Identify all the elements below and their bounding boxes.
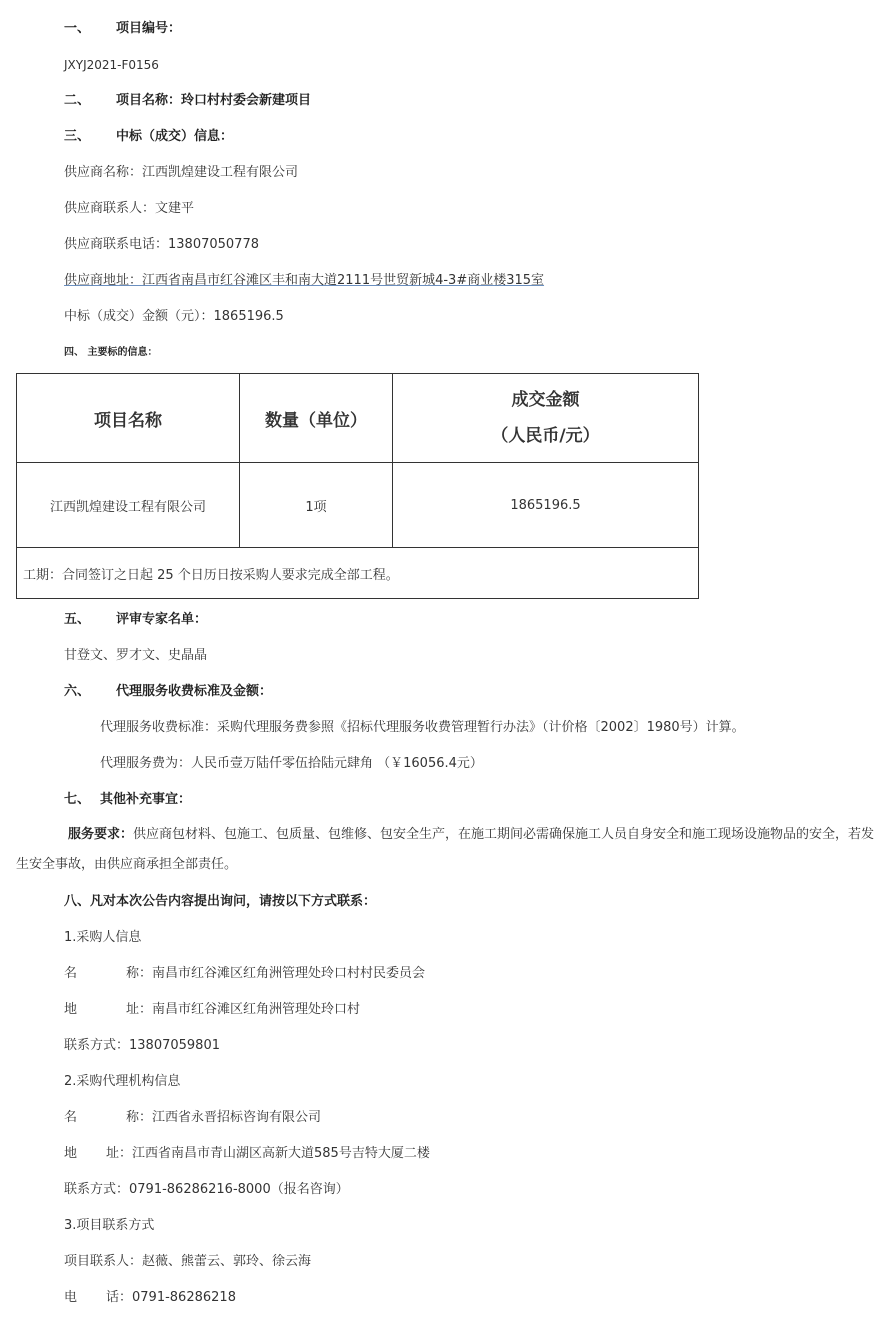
agency-name: 名 称：江西省永晋招标咨询有限公司 <box>64 1110 322 1125</box>
project-contact-phone: 电 话：0791-86286218 <box>64 1290 236 1305</box>
cell-amount: 1865196.5 <box>393 463 699 548</box>
purchaser-contact: 联系方式：13807059801 <box>64 1038 220 1053</box>
table-duration-row <box>17 548 699 599</box>
table-row <box>17 463 699 548</box>
section-8-heading: 八、凡对本次公告内容提出询问，请按以下方式联系： <box>64 894 377 909</box>
section-2-heading: 二、 项目名称：玲口村村委会新建项目 <box>64 93 312 108</box>
section-6-heading: 六、 代理服务收费标准及金额： <box>64 684 273 699</box>
cell-project-name: 江西凯煌建设工程有限公司 <box>17 463 240 548</box>
supplier-amount: 中标（成交）金额（元）：1865196.5 <box>64 309 284 324</box>
supplier-address: 供应商地址：江西省南昌市红谷滩区丰和南大道2111号世贸新城4-3#商业楼315室 <box>64 273 545 288</box>
agency-contact: 联系方式：0791-86286216-8000（报名咨询） <box>64 1182 349 1197</box>
cell-duration: 工期：合同签订之日起 25 个日历日按采购人要求完成全部工程。 <box>17 548 699 599</box>
purchaser-heading: 1.采购人信息 <box>64 930 142 945</box>
agency-heading: 2.采购代理机构信息 <box>64 1074 181 1089</box>
header-quantity: 数量（单位） <box>240 374 393 463</box>
purchaser-name: 名 称：南昌市红谷滩区红角洲管理处玲口村村民委员会 <box>64 966 426 981</box>
cell-quantity: 1项 <box>240 463 393 548</box>
fee-amount: 代理服务费为：人民币壹万陆仟零伍拾陆元肆角 （￥16056.4元） <box>100 756 483 771</box>
section-5-heading: 五、 评审专家名单： <box>64 612 208 627</box>
section-1-heading: 一、 项目编号： <box>64 21 182 36</box>
supplier-name: 供应商名称：江西凯煌建设工程有限公司 <box>64 165 299 180</box>
agency-address: 地 址：江西省南昌市青山湖区高新大道585号吉特大厦二楼 <box>64 1146 430 1161</box>
section-7-heading: 七、 其他补充事宜： <box>64 792 192 807</box>
fee-standard: 代理服务收费标准：采购代理服务费参照《招标代理服务收费管理暂行办法》（计价格〔2002〕1980号）计算。 <box>100 720 745 735</box>
purchaser-address: 地 址：南昌市红谷滩区红角洲管理处玲口村 <box>64 1002 361 1017</box>
project-code: JXYJ2021-F0156 <box>64 58 159 72</box>
award-table <box>16 373 699 599</box>
service-requirements: 服务要求：供应商包材料、包施工、包质量、包维修、包安全生产，在施工期间必需确保施工人员自身安全和施工现场设施物品的安全，若发生安全事故，由供应商承担全部责任。 <box>16 827 875 872</box>
project-contact-people: 项目联系人：赵薇、熊蕾云、郭玲、徐云海 <box>64 1254 312 1269</box>
expert-list: 甘登文、罗才文、史晶晶 <box>64 648 208 663</box>
table-header-row <box>17 374 699 463</box>
header-project-name: 项目名称 <box>17 374 240 463</box>
supplier-contact: 供应商联系人：文建平 <box>64 201 195 216</box>
section-4-heading: 四、 主要标的信息： <box>64 347 158 358</box>
header-amount: 成交金额 （人民币/元） <box>393 374 699 463</box>
supplier-phone: 供应商联系电话：13807050778 <box>64 237 259 252</box>
section-3-heading: 三、 中标（成交）信息： <box>64 129 234 144</box>
project-contact-heading: 3.项目联系方式 <box>64 1218 155 1233</box>
